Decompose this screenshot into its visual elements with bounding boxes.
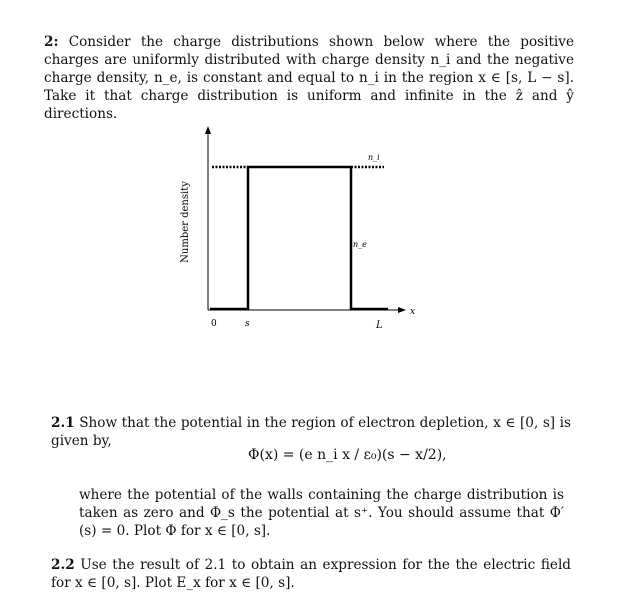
label-ne: n_e [353, 240, 367, 249]
ne-profile [210, 167, 388, 309]
part-2-2-text: Use the result of 2.1 to obtain an expression for the the electric field for x ∈ [0, s]. Plot E_x for x ∈ [0, s]. [51, 557, 571, 591]
part-2-1-text2: where the potential of the walls containing the charge distribution is taken as zero and Φ_s the potential at s⁺. You should assume that Φ′(s) = 0. Plot Φ for x ∈ [0, s]. [79, 487, 564, 539]
y-axis-arrow [205, 126, 211, 134]
problem-statement [44, 33, 574, 123]
part-2-2 [51, 556, 571, 592]
part-2-2-number: 2.2 [51, 557, 75, 573]
label-ni: n_i [368, 153, 380, 162]
part-2-1-number: 2.1 [51, 415, 75, 431]
ylabel: Number density [180, 181, 191, 263]
x-axis-arrow [398, 307, 406, 313]
problem-text: Consider the charge distributions shown below where the positive charges are uniformly distributed with charge density n_i and the negative charge density, n_e, is constant and equal to n_i in the region x ∈ [s, L − s]. Take it that charge distribution is uniform and infinite in the ẑ and ŷ directions. [44, 34, 574, 122]
part-2-1-text1: Show that the potential in the region of electron depletion, x ∈ [0, s] is given by, [51, 415, 571, 449]
part-2-1-intro [51, 414, 571, 450]
tick-s: s [245, 319, 250, 329]
problem-number: 2: [44, 34, 59, 50]
tick-L: L [376, 320, 383, 331]
tick-0: 0 [211, 319, 217, 329]
potential-equation: Φ(x) = (e n_i x / ε₀)(s − x/2), [248, 447, 447, 463]
xlabel: x [410, 307, 416, 317]
number-density-figure [170, 122, 420, 337]
